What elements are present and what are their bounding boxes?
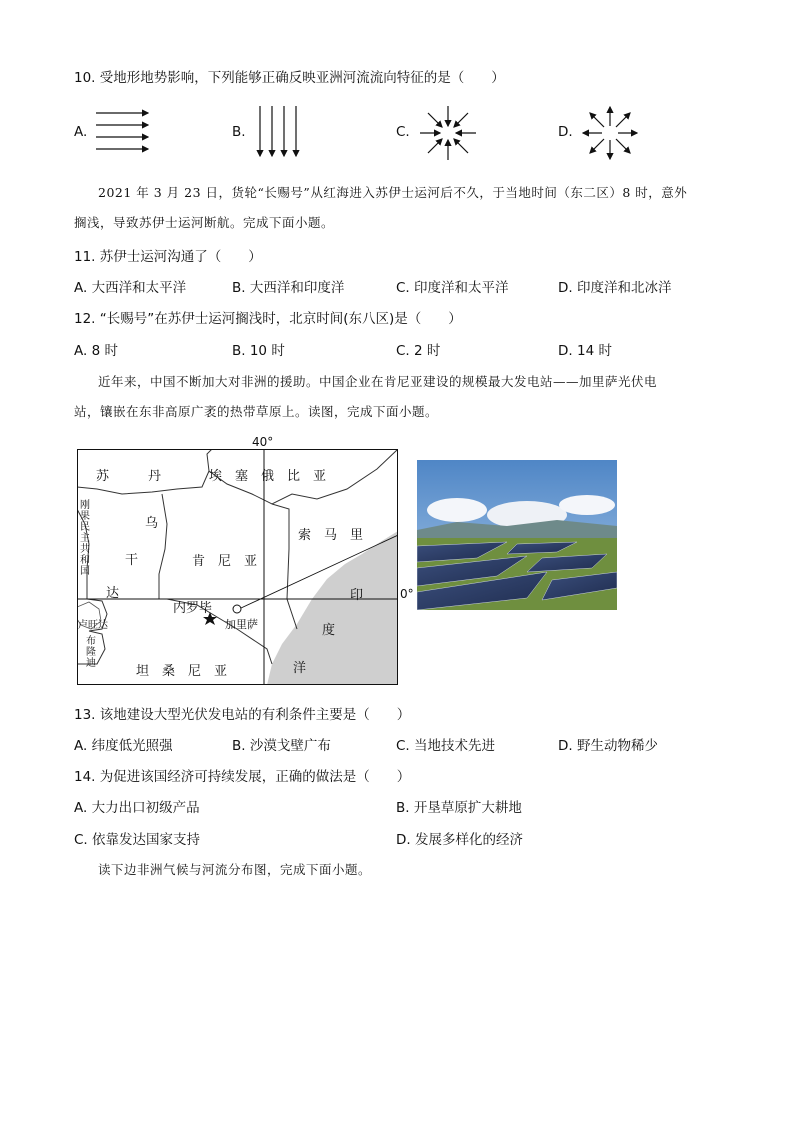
garissa-marker-icon <box>233 605 241 613</box>
q14-option-d: D. 发展多样化的经济 <box>396 832 523 848</box>
map-label-somalia: 索 马 里 <box>298 528 364 543</box>
q13-option-d: D. 野生动物稀少 <box>558 738 658 754</box>
map-label-yang: 洋 <box>293 661 307 676</box>
q11-option-b: B. 大西洋和印度洋 <box>232 280 345 296</box>
q14-stem: 14. 为促进该国经济可持续发展，正确的做法是（ ） <box>74 769 411 785</box>
q10-option-a-arrows-right-icon <box>94 108 152 158</box>
q12-option-d: D. 14 时 <box>558 343 612 359</box>
solar-farm-photo <box>417 460 617 610</box>
map-label-garissa: 加里萨 <box>225 618 258 631</box>
q13-option-b: B. 沙漠戈壁广布 <box>232 738 331 754</box>
map-label-tanzania: 坦 桑 尼 亚 <box>136 664 228 679</box>
q11-option-d: D. 印度洋和北冰洋 <box>558 280 672 296</box>
map-label-yin: 印 <box>350 588 364 603</box>
map-label-ethiopia: 埃 塞 俄 比 亚 <box>209 469 327 484</box>
q10-option-d-arrows-outward-icon <box>580 104 640 162</box>
map-longitude-label: 40° <box>252 435 274 449</box>
map-label-kenya: 肯 尼 亚 <box>192 554 258 569</box>
indian-ocean-area <box>267 531 398 685</box>
q10-option-b-label: B. <box>232 124 246 140</box>
q13-option-c: C. 当地技术先进 <box>396 738 496 754</box>
q10-option-c-label: C. <box>396 124 410 140</box>
map-label-nairobi: 内罗毕 <box>173 601 213 616</box>
q10-option-c-arrows-inward-icon <box>418 104 478 162</box>
map-label-burundi: 布隆迪 <box>86 636 96 669</box>
passage2-line2: 站，镶嵌在东非高原广袤的热带草原上。读图，完成下面小题。 <box>74 404 439 419</box>
passage1-line2: 搁浅，导致苏伊士运河断航。完成下面小题。 <box>74 215 335 230</box>
q10-option-a-label: A. <box>74 124 88 140</box>
map-latitude-label: 0° <box>400 587 414 601</box>
q14-option-a: A. 大力出口初级产品 <box>74 800 200 816</box>
q12-stem: 12. “长赐号”在苏伊士运河搁浅时，北京时间(东八区)是（ ） <box>74 311 462 327</box>
passage3-line1: 读下边非洲气候与河流分布图，完成下面小题。 <box>98 862 372 877</box>
q11-option-a: A. 大西洋和太平洋 <box>74 280 187 296</box>
q12-option-b: B. 10 时 <box>232 343 285 359</box>
q13-option-a: A. 纬度低光照强 <box>74 738 173 754</box>
map-label-su: 苏 <box>96 469 110 484</box>
map-label-wu: 乌 <box>145 516 159 531</box>
q11-stem: 11. 苏伊士运河沟通了（ ） <box>74 249 262 265</box>
map-label-da: 达 <box>106 586 120 601</box>
passage1-line1: 2021 年 3 月 23 日，货轮“长赐号”从红海进入苏伊士运河后不久，于当地时间（东二区）8 时，意外 <box>98 185 688 200</box>
q11-option-c: C. 印度洋和太平洋 <box>396 280 509 296</box>
map-label-dan: 丹 <box>148 469 162 484</box>
passage2-line1: 近年来，中国不断加大对非洲的援助。中国企业在肯尼亚建设的规模最大发电站——加里萨光伏电 <box>98 374 658 389</box>
q12-option-a: A. 8 时 <box>74 343 118 359</box>
q13-stem: 13. 该地建设大型光伏发电站的有利条件主要是（ ） <box>74 707 411 723</box>
map-label-du: 度 <box>322 623 336 638</box>
q10-option-b-arrows-down-icon <box>254 104 306 160</box>
q14-option-c: C. 依靠发达国家支持 <box>74 832 201 848</box>
q14-option-b: B. 开垦草原扩大耕地 <box>396 800 522 816</box>
q10-stem: 10. 受地形地势影响，下列能够正确反映亚洲河流流向特征的是（ ） <box>74 70 505 86</box>
map-label-gan: 干 <box>125 553 139 568</box>
q12-option-c: C. 2 时 <box>396 343 441 359</box>
q10-option-d-label: D. <box>558 124 573 140</box>
map-label-rwanda: 卢旺达 <box>78 620 108 631</box>
map-label-drc: 刚果民主共和国 <box>80 500 90 577</box>
